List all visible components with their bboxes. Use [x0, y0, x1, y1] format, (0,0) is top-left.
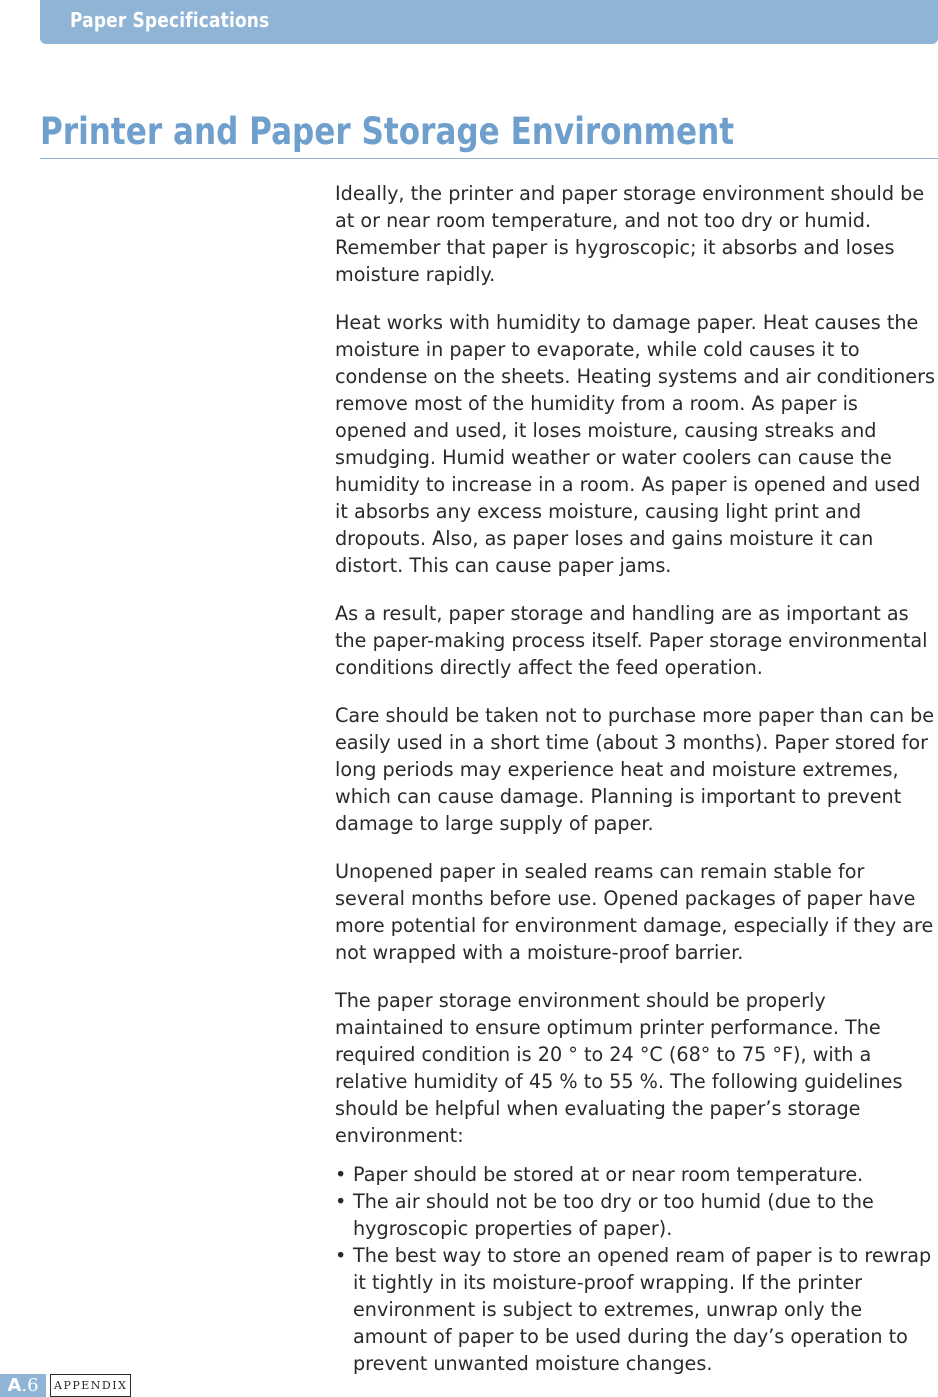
section-label: APPENDIX [50, 1374, 131, 1397]
list-item [335, 1242, 935, 1377]
list-item-text: The best way to store an opened ream of paper is to rewrap it tightly in its moisture-proof wrapping. If the printer environment is subject to extremes, unwrap only the amount of paper to be used during the day’s operation to prevent unwanted moisture changes. [353, 1244, 932, 1375]
page-footer [0, 1374, 200, 1397]
bullet-icon: • [335, 1163, 347, 1186]
body-content [335, 180, 935, 1377]
page-number [0, 1374, 46, 1397]
list-item [335, 1188, 935, 1242]
bullet-icon: • [335, 1190, 347, 1213]
title-divider [40, 158, 938, 159]
list-item-text: Paper should be stored at or near room temperature. [353, 1163, 864, 1186]
paragraph: As a result, paper storage and handling are as important as the paper-making process itself. Paper storage environmental conditions directly affect the feed operation. [335, 602, 928, 679]
page-number-prefix: A [7, 1375, 22, 1396]
guidelines-list [335, 1161, 935, 1377]
bullet-icon: • [335, 1244, 347, 1267]
paragraph: Ideally, the printer and paper storage environment should be at or near room temperature, and not too dry or humid. Remember that paper is hygroscopic; it absorbs and loses moisture rapidly. [335, 182, 925, 286]
page-title: Printer and Paper Storage Environment [40, 110, 735, 153]
paragraph: Care should be taken not to purchase more paper than can be easily used in a short time (about 3 months). Paper stored for long periods may experience heat and moisture extremes, which can cause damage. Planning is important to prevent damage to large supply of paper. [335, 704, 935, 835]
list-item-text: The air should not be too dry or too humid (due to the hygroscopic properties of paper). [353, 1190, 874, 1240]
section-header-title: Paper Specifications [70, 8, 270, 32]
list-item [335, 1161, 935, 1188]
page-number-suffix: .6 [21, 1375, 39, 1396]
paragraph: The paper storage environment should be properly maintained to ensure optimum printer performance. The required condition is 20 ° to 24 °C (68° to 75 °F), with a relative humidity of 45 % to 55 %. The following guidelines should be helpful when evaluating the paper’s storage environment: [335, 989, 903, 1147]
paragraph: Heat works with humidity to damage paper. Heat causes the moisture in paper to evaporate, while cold causes it to condense on the sheets. Heating systems and air conditioners remove most of the humidity from a room. As paper is opened and used, it loses moisture, causing streaks and smudging. Humid weather or water coolers can cause the humidity to increase in a room. As paper is opened and used it absorbs any excess moisture, causing light print and dropouts. Also, as paper loses and gains moisture it can distort. This can cause paper jams. [335, 311, 935, 577]
paragraph: Unopened paper in sealed reams can remain stable for several months before use. Opened packages of paper have more potential for environment damage, especially if they are not wrapped with a moisture-proof barrier. [335, 860, 934, 964]
section-header-bar [40, 0, 938, 44]
